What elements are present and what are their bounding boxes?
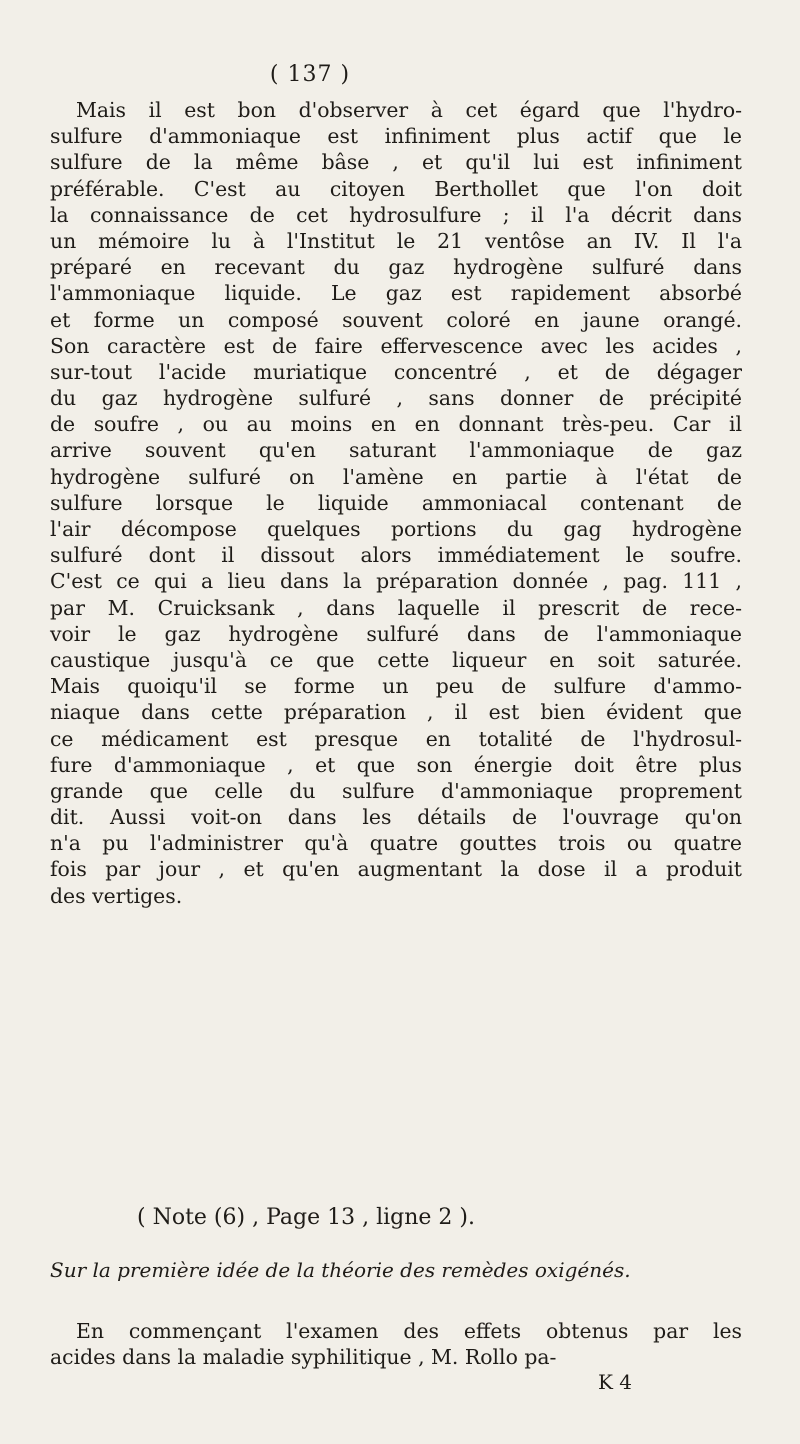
text-line: ce médicament est presque en totalité de l'hydrosul-: [50, 726, 742, 751]
text-line: préparé en recevant du gaz hydrogène sulfuré dans: [50, 255, 742, 280]
text-line: sulfure lorsque le liquide ammoniacal contenant de: [50, 490, 742, 515]
text-line: sulfure d'ammoniaque est infiniment plus actif que le: [50, 124, 742, 149]
text-line: En commençant l'examen des effets obtenus par les: [76, 1319, 742, 1343]
text-line: caustique jusqu'à ce que cette liqueur en soit saturée.: [50, 647, 742, 672]
text-line: l'air décompose quelques portions du gag hydrogène: [50, 517, 742, 541]
signature-mark: K 4: [598, 1370, 633, 1394]
text-line: C'est ce qui a lieu dans la préparation donnée , pag. 111 ,: [50, 569, 742, 594]
text-line: n'a pu l'administrer qu'à quatre gouttes trois ou quatre: [50, 831, 742, 856]
text-line: la connaissance de cet hydrosulfure ; il l'a décrit dans: [50, 202, 742, 227]
text-line: sulfuré dont il dissout alors immédiatement le soufre.: [50, 543, 742, 568]
text-line: préférable. C'est au citoyen Berthollet que l'on doit: [50, 176, 742, 201]
text-line: du gaz hydrogène sulfuré , sans donner de précipité: [50, 386, 742, 411]
second-paragraph: [50, 1318, 742, 1370]
text-line: acides dans la maladie syphilitique , M. Rollo pa-: [50, 1345, 557, 1370]
text-line: dit. Aussi voit-on dans les détails de l'ouvrage qu'on: [50, 805, 742, 830]
main-paragraph: [50, 97, 742, 909]
text-line: des vertiges.: [50, 883, 183, 908]
text-line: Mais quoiqu'il se forme un peu de sulfure d'ammo-: [50, 674, 742, 699]
text-line: sulfure de la même bâse , et qu'il lui est infiniment: [50, 150, 742, 175]
text-line: l'ammoniaque liquide. Le gaz est rapidement absorbé: [50, 281, 742, 306]
text-line: grande que celle du sulfure d'ammoniaque proprement: [50, 778, 742, 803]
text-line: hydrogène sulfuré on l'amène en partie à l'état de: [50, 464, 742, 489]
text-line: un mémoire lu à l'Institut le 21 ventôse an IV. Il l'a: [50, 228, 742, 253]
text-line: par M. Cruicksank , dans laquelle il prescrit de rece-: [50, 595, 742, 620]
note-heading: ( Note (6) , Page 13 , ligne 2 ).: [137, 1205, 475, 1230]
text-line: de soufre , ou au moins en en donnant très-peu. Car il: [50, 412, 742, 437]
note-subtitle: Sur la première idée de la théorie des remèdes oxigénés.: [50, 1258, 631, 1282]
text-line: fois par jour , et qu'en augmentant la dose il a produit: [50, 857, 742, 882]
text-line: niaque dans cette préparation , il est bien évident que: [50, 700, 742, 725]
text-line: et forme un composé souvent coloré en jaune orangé.: [50, 307, 742, 332]
text-line: fure d'ammoniaque , et que son énergie doit être plus: [50, 752, 742, 777]
text-line: voir le gaz hydrogène sulfuré dans de l'ammoniaque: [50, 621, 742, 646]
text-line: sur-tout l'acide muriatique concentré , et de dégager: [50, 359, 742, 384]
text-line: Son caractère est de faire effervescence avec les acides ,: [50, 333, 742, 358]
page-number: ( 137 ): [269, 62, 351, 87]
text-line: Mais il est bon d'observer à cet égard que l'hydro-: [76, 98, 742, 122]
text-line: arrive souvent qu'en saturant l'ammoniaque de gaz: [50, 438, 742, 463]
